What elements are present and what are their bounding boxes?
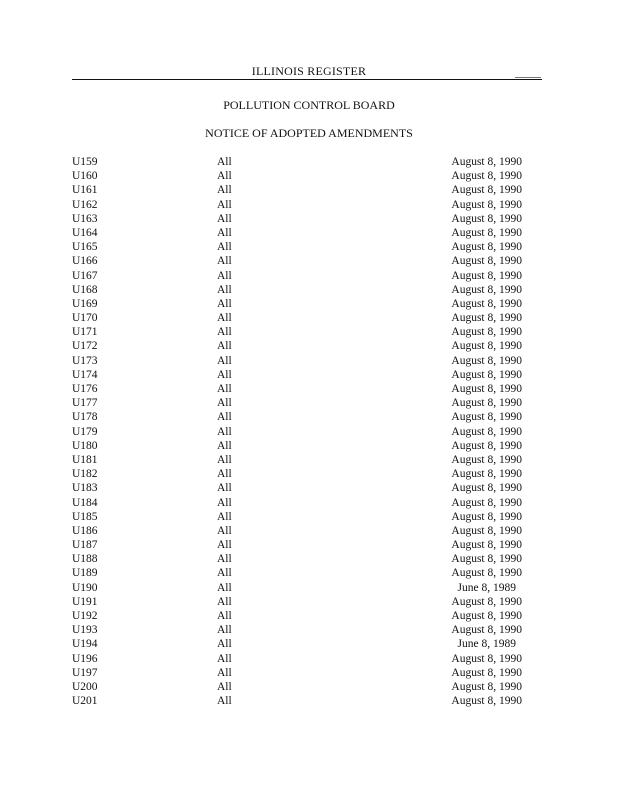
effective-date: August 8, 1990 — [451, 695, 522, 708]
applies-to: All — [217, 297, 232, 310]
waste-code: U194 — [72, 638, 98, 651]
table-row — [72, 183, 522, 197]
table-row — [72, 510, 522, 524]
applies-to: All — [217, 624, 232, 637]
effective-date: August 8, 1990 — [451, 297, 522, 310]
waste-code: U162 — [72, 198, 98, 211]
effective-date: August 8, 1990 — [451, 184, 522, 197]
waste-code: U167 — [72, 269, 98, 282]
applies-to: All — [217, 283, 232, 296]
table-row — [72, 566, 522, 580]
effective-date: August 8, 1990 — [451, 624, 522, 637]
effective-date: August 8, 1990 — [451, 397, 522, 410]
waste-code: U188 — [72, 553, 98, 566]
effective-date: August 8, 1990 — [451, 170, 522, 183]
waste-code: U184 — [72, 496, 98, 509]
table-row — [72, 212, 522, 226]
waste-code: U201 — [72, 695, 98, 708]
table-row — [72, 623, 522, 637]
applies-to: All — [217, 510, 232, 523]
waste-code: U164 — [72, 226, 98, 239]
effective-date: August 8, 1990 — [451, 553, 522, 566]
applies-to: All — [217, 326, 232, 339]
table-row — [72, 410, 522, 424]
waste-code: U168 — [72, 283, 98, 296]
board-name: POLLUTION CONTROL BOARD — [223, 98, 395, 112]
waste-code: U171 — [72, 326, 98, 339]
applies-to: All — [217, 581, 232, 594]
waste-code: U179 — [72, 425, 98, 438]
waste-code: U186 — [72, 524, 98, 537]
waste-code: U191 — [72, 595, 98, 608]
applies-to: All — [217, 340, 232, 353]
table-row — [72, 283, 522, 297]
applies-to: All — [217, 156, 232, 168]
waste-code: U196 — [72, 652, 98, 665]
waste-code: U166 — [72, 255, 98, 268]
table-row — [72, 368, 522, 382]
applies-to: All — [217, 198, 232, 211]
table-row — [72, 240, 522, 254]
applies-to: All — [217, 567, 232, 580]
effective-date: August 8, 1990 — [451, 666, 522, 679]
waste-code: U159 — [72, 156, 98, 168]
applies-to: All — [217, 652, 232, 665]
applies-to: All — [217, 666, 232, 679]
applies-to: All — [217, 468, 232, 481]
applies-to: All — [217, 539, 232, 552]
applies-to: All — [217, 524, 232, 537]
applies-to: All — [217, 439, 232, 452]
waste-code: U187 — [72, 539, 98, 552]
effective-date: August 8, 1990 — [451, 269, 522, 282]
effective-date: August 8, 1990 — [451, 340, 522, 353]
table-row — [72, 637, 522, 651]
table-row — [72, 666, 522, 680]
effective-date: August 8, 1990 — [451, 312, 522, 325]
table-row — [72, 652, 522, 666]
applies-to: All — [217, 397, 232, 410]
effective-date: August 8, 1990 — [451, 198, 522, 211]
waste-code: U197 — [72, 666, 98, 679]
applies-to: All — [217, 482, 232, 495]
effective-date: August 8, 1990 — [451, 368, 522, 381]
table-row — [72, 311, 522, 325]
waste-code: U182 — [72, 468, 98, 481]
waste-code: U185 — [72, 510, 98, 523]
effective-date: August 8, 1990 — [451, 383, 522, 395]
table-row — [72, 254, 522, 268]
waste-code: U177 — [72, 397, 98, 410]
applies-to: All — [217, 383, 232, 395]
applies-to: All — [217, 184, 232, 197]
table-row — [72, 169, 522, 183]
waste-code: U169 — [72, 297, 98, 310]
table-row — [72, 609, 522, 623]
effective-date: August 8, 1990 — [451, 283, 522, 296]
applies-to: All — [217, 680, 232, 693]
effective-date: August 8, 1990 — [451, 156, 522, 168]
table-row — [72, 339, 522, 353]
effective-date: August 8, 1990 — [451, 226, 522, 239]
effective-date: August 8, 1990 — [451, 354, 522, 367]
table-row — [72, 155, 522, 169]
table-row — [72, 297, 522, 311]
effective-date: August 8, 1990 — [451, 510, 522, 523]
waste-code: U170 — [72, 312, 98, 325]
effective-date: August 8, 1990 — [451, 524, 522, 537]
waste-code-table — [72, 155, 522, 708]
waste-code: U165 — [72, 241, 98, 254]
effective-date: August 8, 1990 — [451, 482, 522, 495]
effective-date: June 8, 1989 — [457, 581, 516, 594]
waste-code: U176 — [72, 383, 98, 395]
effective-date: August 8, 1990 — [451, 326, 522, 339]
waste-code: U192 — [72, 610, 98, 622]
table-row — [72, 396, 522, 410]
applies-to: All — [217, 496, 232, 509]
header-rule — [72, 79, 542, 80]
waste-code: U172 — [72, 340, 98, 353]
header-rule-mark — [515, 77, 541, 78]
applies-to: All — [217, 411, 232, 424]
waste-code: U161 — [72, 184, 98, 197]
effective-date: August 8, 1990 — [451, 241, 522, 254]
table-row — [72, 453, 522, 467]
table-row — [72, 694, 522, 708]
table-row — [72, 481, 522, 495]
applies-to: All — [217, 595, 232, 608]
applies-to: All — [217, 212, 232, 225]
table-row — [72, 524, 522, 538]
applies-to: All — [217, 695, 232, 708]
applies-to: All — [217, 368, 232, 381]
waste-code: U173 — [72, 354, 98, 367]
table-row — [72, 595, 522, 609]
applies-to: All — [217, 241, 232, 254]
table-row — [72, 467, 522, 481]
applies-to: All — [217, 610, 232, 622]
waste-code: U163 — [72, 212, 98, 225]
effective-date: August 8, 1990 — [451, 439, 522, 452]
table-row — [72, 680, 522, 694]
waste-code: U174 — [72, 368, 98, 381]
applies-to: All — [217, 269, 232, 282]
effective-date: August 8, 1990 — [451, 652, 522, 665]
waste-code: U183 — [72, 482, 98, 495]
table-row — [72, 552, 522, 566]
waste-code: U160 — [72, 170, 98, 183]
effective-date: August 8, 1990 — [451, 567, 522, 580]
table-row — [72, 496, 522, 510]
effective-date: June 8, 1989 — [457, 638, 516, 651]
waste-code: U189 — [72, 567, 98, 580]
effective-date: August 8, 1990 — [451, 425, 522, 438]
applies-to: All — [217, 312, 232, 325]
applies-to: All — [217, 255, 232, 268]
waste-code: U200 — [72, 680, 98, 693]
effective-date: August 8, 1990 — [451, 411, 522, 424]
register-title: ILLINOIS REGISTER — [251, 64, 367, 78]
applies-to: All — [217, 553, 232, 566]
applies-to: All — [217, 354, 232, 367]
effective-date: August 8, 1990 — [451, 610, 522, 622]
waste-code: U193 — [72, 624, 98, 637]
table-row — [72, 325, 522, 339]
table-row — [72, 439, 522, 453]
applies-to: All — [217, 453, 232, 466]
effective-date: August 8, 1990 — [451, 468, 522, 481]
effective-date: August 8, 1990 — [451, 680, 522, 693]
table-row — [72, 269, 522, 283]
waste-code: U180 — [72, 439, 98, 452]
table-row — [72, 226, 522, 240]
applies-to: All — [217, 226, 232, 239]
table-row — [72, 382, 522, 396]
effective-date: August 8, 1990 — [451, 212, 522, 225]
table-row — [72, 538, 522, 552]
table-row — [72, 425, 522, 439]
effective-date: August 8, 1990 — [451, 595, 522, 608]
effective-date: August 8, 1990 — [451, 496, 522, 509]
waste-code: U181 — [72, 453, 98, 466]
notice-title: NOTICE OF ADOPTED AMENDMENTS — [205, 126, 413, 140]
applies-to: All — [217, 170, 232, 183]
effective-date: August 8, 1990 — [451, 453, 522, 466]
table-row — [72, 354, 522, 368]
table-row — [72, 198, 522, 212]
waste-code: U190 — [72, 581, 98, 594]
effective-date: August 8, 1990 — [451, 539, 522, 552]
table-row — [72, 581, 522, 595]
waste-code: U178 — [72, 411, 98, 424]
effective-date: August 8, 1990 — [451, 255, 522, 268]
applies-to: All — [217, 638, 232, 651]
applies-to: All — [217, 425, 232, 438]
